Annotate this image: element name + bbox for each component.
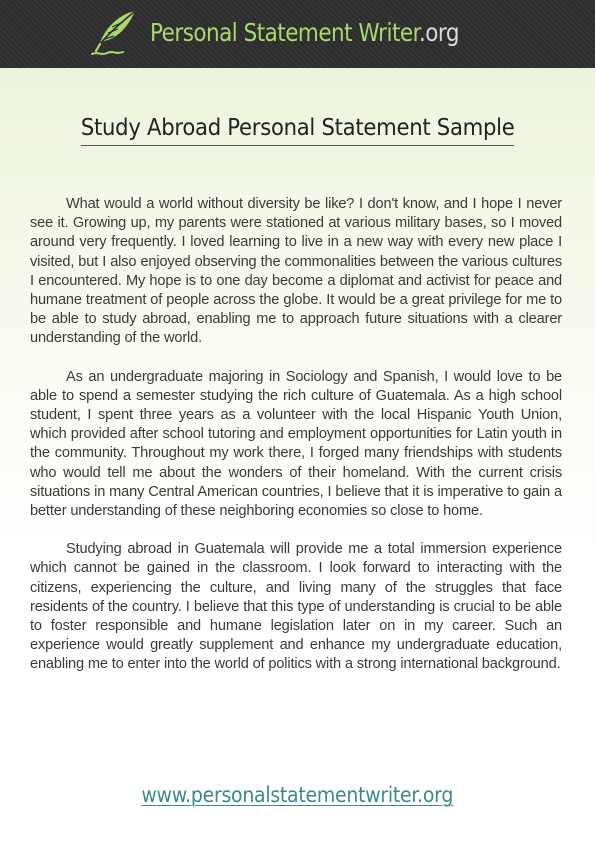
footer <box>0 783 595 807</box>
statement-body <box>30 195 562 694</box>
paragraph-3: Studying abroad in Guatemala will provide me a total immersion experience which cannot be gained in the classroom. I look forward to interacting with the citizens, experiencing the culture, and living many of the struggles that face residents of the country. I believe that this type of understanding is crucial to be able to foster responsible and humane legislation later on in my career. Such an experience would greatly supplement and enhance my undergraduate education, enabling me to enter into the world of politics with a strong international background. <box>30 541 562 673</box>
page-title-text: Study Abroad Personal Statement Sample <box>81 112 515 146</box>
footer-website-link[interactable]: www.personalstatementwriter.org <box>141 783 454 807</box>
logo-main-text: Personal Statement Writer <box>150 18 419 47</box>
page-title <box>0 112 595 146</box>
site-logo-text[interactable] <box>150 18 459 48</box>
logo-tld-text: .org <box>418 18 459 47</box>
paragraph-2: As an undergraduate majoring in Sociology and Spanish, I would love to be able to spend a semester studying the rich culture of Guatemala. As a high school student, I spent three years as a volunteer with the local Hispanic Youth Union, which provided after school tutoring and employment opportunities for Latin youth in the community. Throughout my work there, I forged many friendships with students who would tell me about the wonders of their homeland. With the current crisis situations in many Central American countries, I believe that it is imperative to gain a better understanding of these neighboring economies so close to home. <box>30 368 562 520</box>
site-header <box>0 0 595 68</box>
quill-pen-icon <box>88 8 140 60</box>
paragraph-1: What would a world without diversity be like? I don't know, and I hope I never see it. Growing up, my parents were stationed at various military bases, so I moved around very frequently. I loved learning to live in a new way with every new place I visited, but I also enjoyed observing the commonalities between the various cultures I encountered. My hope is to one day become a diplomat and activist for peace and humane treatment of people across the globe. It would be a great privilege for me to be able to study abroad, enabling me to approach future situations with a clearer understanding of the world. <box>30 196 562 347</box>
